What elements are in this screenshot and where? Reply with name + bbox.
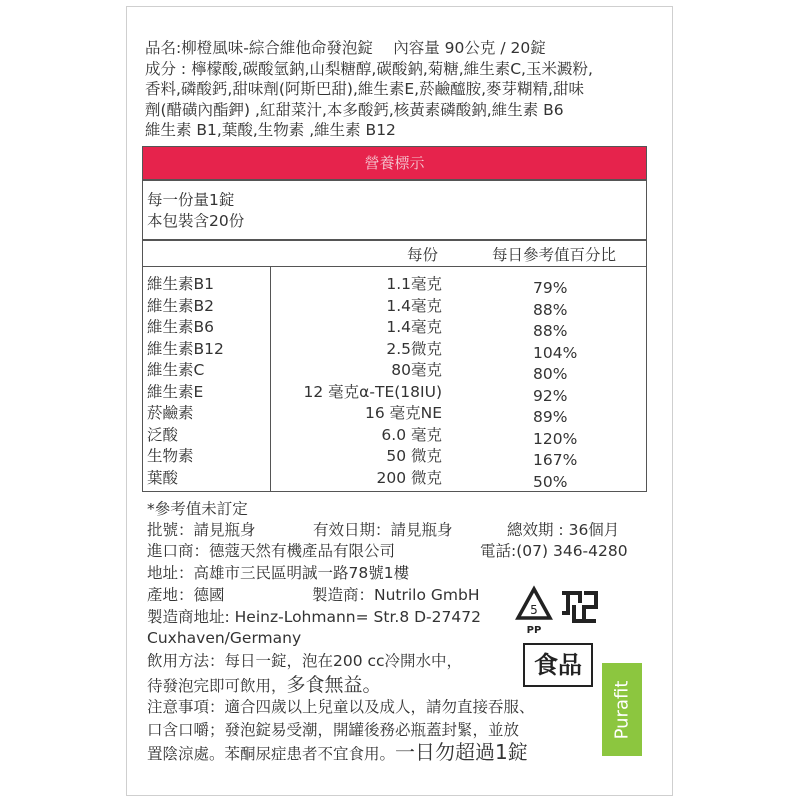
footnote: *參考值未訂定 bbox=[147, 500, 248, 518]
table-header-divider bbox=[142, 266, 647, 267]
nutrient-name: 維生素E bbox=[147, 382, 204, 401]
recycle-icon bbox=[514, 585, 604, 637]
caution-line-2: 口含口嚼；發泡錠易受潮，開罐後務必瓶蓋封緊，並放 bbox=[147, 721, 520, 739]
nutrient-amount: 2.5微克 bbox=[386, 339, 442, 358]
nutrient-amount: 80毫克 bbox=[391, 361, 442, 379]
servings-per-pack: 本包裝含20份 bbox=[147, 212, 245, 230]
nutrient-name: 維生素C bbox=[147, 361, 205, 379]
serving-info-box bbox=[142, 180, 647, 240]
brand-tab bbox=[602, 663, 642, 756]
origin: 產地：德國 bbox=[147, 586, 225, 604]
serving-size: 每一份量1錠 bbox=[147, 191, 235, 209]
table-column-divider bbox=[270, 266, 271, 491]
nutrient-daily-value: 88% bbox=[533, 300, 568, 319]
daily-limit-note: 一日勿超過1錠 bbox=[395, 740, 528, 764]
manufacturer-address-2: Cuxhaven/Germany bbox=[147, 629, 302, 647]
nutrient-name: 菸鹼素 bbox=[147, 404, 194, 422]
phone: 電話:(07) 346-4280 bbox=[480, 542, 628, 560]
storage-note: 置陰涼處。苯酮尿症患者不宜食用。 bbox=[147, 745, 396, 763]
nutrition-title-bar: 營養標示 bbox=[142, 146, 647, 180]
batch-number: 批號：請見瓶身 bbox=[147, 521, 256, 539]
nutrient-daily-value: 79% bbox=[533, 279, 568, 297]
recycle-number: 5 bbox=[530, 603, 538, 617]
ingredients-line-4: 維生素 B1,葉酸,生物素 ,維生素 B12 bbox=[145, 121, 396, 139]
nutrient-daily-value: 120% bbox=[533, 429, 578, 448]
product-name-line: 品名:柳橙風味-綜合維他命發泡錠 內容量 90公克 / 20錠 bbox=[145, 39, 546, 57]
usage-line-2 bbox=[147, 675, 382, 696]
nutrient-daily-value: 50% bbox=[533, 472, 568, 491]
nutrient-name: 泛酸 bbox=[147, 425, 179, 444]
nutrient-name: 維生素B2 bbox=[147, 296, 214, 315]
address: 地址：高雄市三民區明誠一路78號1樓 bbox=[147, 564, 410, 582]
nutrient-amount: 6.0 毫克 bbox=[381, 425, 442, 444]
expiry-date: 有效日期：請見瓶身 bbox=[313, 521, 453, 539]
recycle-code: PP bbox=[526, 625, 542, 636]
nutrient-name: 維生素B12 bbox=[147, 339, 224, 358]
ingredients-line-1: 成分 : 檸檬酸,碳酸氫鈉,山梨糖醇,碳酸鈉,菊糖,維生素C,玉米澱粉, bbox=[145, 59, 593, 78]
manufacturer: 製造商：Nutrilo GmbH bbox=[312, 586, 480, 604]
food-badge: 食品 bbox=[523, 643, 593, 687]
nutrient-amount: 1.4毫克 bbox=[386, 318, 442, 336]
nutrient-name: 葉酸 bbox=[147, 468, 179, 487]
nutrient-name: 維生素B1 bbox=[147, 275, 214, 293]
caution-line-3 bbox=[147, 742, 528, 764]
nutrient-dv-column bbox=[533, 278, 577, 493]
nutrient-name: 生物素 bbox=[147, 447, 194, 465]
nutrient-daily-value: 89% bbox=[533, 408, 568, 426]
ingredients-block bbox=[145, 38, 645, 141]
importer: 進口商：德蔻天然有機產品有限公司 bbox=[147, 542, 396, 560]
nutrient-amount: 50 微克 bbox=[386, 447, 442, 465]
nutrient-daily-value: 80% bbox=[533, 365, 568, 383]
column-header-daily-value: 每日參考值百分比 bbox=[492, 246, 617, 264]
nutrient-amount: 200 微克 bbox=[376, 468, 442, 487]
ingredients-line-3: 劑(醋磺內酯鉀) ,紅甜菜汁,本多酸鈣,核黃素磷酸鈉,維生素 B6 bbox=[145, 100, 564, 119]
nutrient-daily-value: 104% bbox=[533, 343, 578, 362]
nutrient-daily-value: 167% bbox=[533, 451, 578, 469]
caution-line-1: 注意事項：適合四歲以上兒童以及成人，請勿直接吞服、 bbox=[147, 698, 535, 716]
usage-warning: 多食無益。 bbox=[286, 674, 382, 696]
nutrient-amounts-column bbox=[280, 274, 442, 489]
column-header-per-serving: 每份 bbox=[407, 246, 439, 264]
nutrient-amount: 16 毫克NE bbox=[364, 404, 442, 422]
nutrient-names-column bbox=[147, 274, 224, 489]
nutrient-name: 維生素B6 bbox=[147, 318, 214, 336]
recycle-mark-icon bbox=[562, 593, 596, 621]
nutrient-daily-value: 92% bbox=[533, 386, 568, 405]
nutrient-amount: 1.1毫克 bbox=[386, 275, 442, 293]
usage-instruction: 待發泡完即可飲用， bbox=[147, 677, 287, 695]
ingredients-line-2: 香料,磷酸鈣,甜味劑(阿斯巴甜),維生素E,菸鹼醯胺,麥芽糊精,甜味 bbox=[145, 80, 584, 98]
nutrient-daily-value: 88% bbox=[533, 322, 568, 340]
usage-line-1: 飲用方法：每日一錠，泡在200 cc冷開水中， bbox=[147, 652, 463, 670]
shelf-life: 總效期 : 36個月 bbox=[507, 521, 620, 539]
brand-name: Purafit bbox=[611, 680, 633, 739]
nutrient-amount: 12 毫克α-TE(18IU) bbox=[303, 382, 442, 401]
nutrient-amount: 1.4毫克 bbox=[386, 296, 442, 315]
manufacturer-address-1: 製造商地址: Heinz-Lohmann= Str.8 D-27472 bbox=[147, 608, 481, 626]
